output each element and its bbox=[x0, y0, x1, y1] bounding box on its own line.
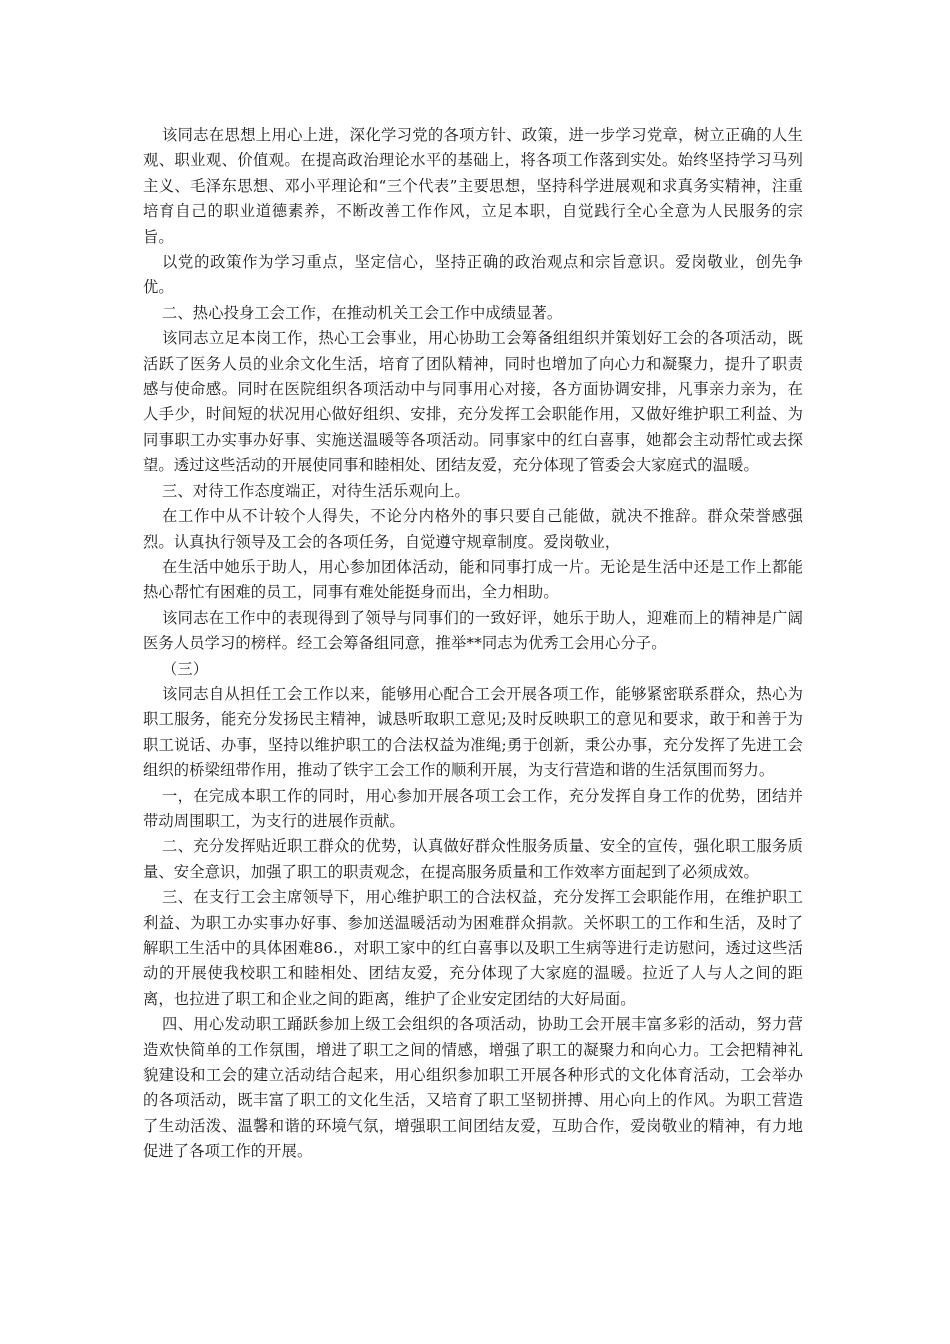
section-heading: 三、对待工作态度端正，对待生活乐观向上。 bbox=[162, 481, 470, 500]
paragraph: 该同志自从担任工会工作以来，能够用心配合工会开展各项工作，能够紧密联系群众，热心为职工服务，能充分发扬民主精神，诚恳听取职工意见;及时反映职工的意见和要求，敢于和善于为职工说话、办事，坚持以维护职工的合法权益为准绳;勇于创新，秉公办事，充分发挥了先进工会组织的桥梁纽带作用，推动了铁宇工会工作的顺利开展，为支行营造和谐的生活氛围而努力。 bbox=[143, 684, 803, 780]
document-body bbox=[143, 123, 803, 1165]
paragraph: 在工作中从不计较个人得失，不论分内格外的事只要自己能做，就决不推辞。群众荣誉感强烈。认真执行领导及工会的各项任务，自觉遵守规章制度。爱岗敬业， bbox=[143, 507, 803, 551]
paragraph: 三、在支行工会主席领导下，用心维护职工的合法权益，充分发挥工会职能作用，在维护职工利益、为职工办实事办好事、参加送温暖活动为困难群众捐款。关怀职工的工作和生活，及时了解职工生活中的具体困难86.，对职工家中的红白喜事以及职工生病等进行走访慰问，透过这些活动的开展使我校职工和睦相处、团结友爱，充分体现了大家庭的温暖。拉近了人与人之间的距离，也拉进了职工和企业之间的距离，维护了企业安定团结的大好局面。 bbox=[143, 888, 803, 1008]
paragraph: 该同志立足本岗工作，热心工会事业，用心协助工会筹备组组织并策划好工会的各项活动，既活跃了医务人员的业余文化生活，培育了团队精神，同时也增加了向心力和凝聚力，提升了职责感与使命感。同时在医院组织各项活动中与同事用心对接，各方面协调安排，凡事亲力亲为，在人手少，时间短的状况用心做好组织、安排，充分发挥工会职能作用，又做好维护职工利益、为同事职工办实事办好事、实施送温暖等各项活动。同事家中的红白喜事，她都会主动帮忙或去探望。透过这些活动的开展使同事和睦相处、团结友爱，充分体现了管委会大家庭式的温暖。 bbox=[143, 329, 803, 475]
paragraph: 该同志在工作中的表现得到了领导与同事们的一致好评，她乐于助人，迎难而上的精神是广阔医务人员学习的榜样。经工会筹备组同意，推举**同志为优秀工会用心分子。 bbox=[143, 608, 803, 653]
section-heading: 二、热心投身工会工作，在推动机关工会工作中成绩显著。 bbox=[162, 303, 563, 322]
paragraph: 四、用心发动职工踊跃参加上级工会组织的各项活动，协助工会开展丰富多彩的活动，努力营造欢快简单的工作氛围，增进了职工之间的情感，增强了职工的凝聚力和向心力。工会把精神礼貌建设和工会的建立活动结合起来，用心组织参加职工开展各种形式的文化体育活动，工会举办的各项活动，既丰富了职工的文化生活，又培育了职工坚韧拼搏、用心向上的作风。为职工营造了生动活泼、温馨和谐的环境气氛，增强职工间团结友爱，互助合作，爱岗敬业的精神，有力地促进了各项工作的开展。 bbox=[143, 1015, 803, 1161]
paragraph: 该同志在思想上用心上进，深化学习党的各项方针、政策，进一步学习党章，树立正确的人生观、职业观、价值观。在提高政治理论水平的基础上，将各项工作落到实处。始终坚持学习马列主义、毛泽东思想、邓小平理论和“三个代表”主要思想，坚持科学进展观和求真务实精神，注重培育自己的职业道德素养，不断改善工作作风，立足本职，自觉践行全心全意为人民服务的宗旨。 bbox=[143, 126, 803, 246]
part-number: （三） bbox=[162, 659, 209, 678]
paragraph: 以党的政策作为学习重点，坚定信心，坚持正确的政治观点和宗旨意识。爱岗敬业，创先争优。 bbox=[143, 253, 803, 297]
paragraph: 二、充分发挥贴近职工群众的优势，认真做好群众性服务质量、安全的宣传，强化职工服务质量、安全意识，加强了职工的职责观念，在提高服务质量和工作效率方面起到了必须成效。 bbox=[143, 837, 803, 881]
paragraph: 一，在完成本职工作的同时，用心参加开展各项工会工作，充分发挥自身工作的优势，团结并带动周围职工，为支行的进展作贡献。 bbox=[143, 786, 803, 830]
paragraph: 在生活中她乐于助人，用心参加团体活动，能和同事打成一片。无论是生活中还是工作上都能热心帮忙有困难的员工，同事有难处能挺身而出，全力相助。 bbox=[143, 557, 803, 602]
